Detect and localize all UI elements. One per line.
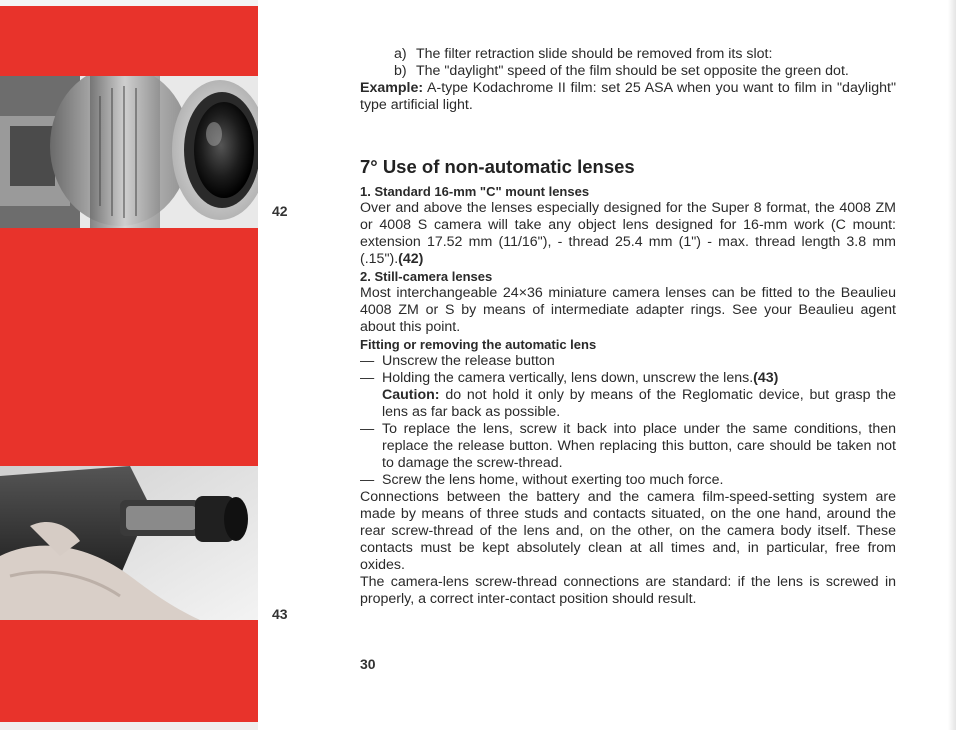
list-item-text: The "daylight" speed of the film should be set opposite the green dot. — [416, 63, 849, 79]
dash-marker: — — [360, 421, 375, 437]
section-title: 7° Use of non-automatic lenses — [360, 156, 635, 177]
fitting-step-1: Unscrew the release button — [382, 353, 555, 369]
figure-number-42: 42 — [272, 203, 288, 219]
figure-number-43: 43 — [272, 606, 288, 622]
list-item — [360, 46, 896, 63]
list-item-text: The filter retraction slide should be removed from its slot: — [416, 46, 773, 62]
page-edge-shadow — [948, 0, 956, 730]
photo-fig-43-hand-camera — [0, 466, 258, 620]
bottom-edge — [0, 722, 258, 730]
example-text: A-type Kodachrome II film: set 25 ASA when you want to film in "daylight" type artificial light. — [360, 80, 896, 113]
connections-paragraph: Connections between the battery and the camera film-speed-setting system are made by means of three studs and contacts situated, on the one hand, around the rear screw-thread of the lens and, on the other, on the camera body itself. These contacts must be kept absolutely clean at all times and, in particular, free from oxides. — [360, 489, 896, 573]
example-paragraph — [360, 80, 896, 114]
caution-text: do not hold it only by means of the Reglomatic device, but grasp the lens as far back as possible. — [382, 387, 896, 420]
fitting-title: Fitting or removing the automatic lens — [360, 337, 597, 352]
list-item — [360, 370, 896, 421]
list-item — [360, 353, 896, 370]
dash-marker: — — [360, 353, 375, 369]
main-text-column — [360, 46, 896, 608]
fitting-step-2-text: Holding the camera vertically, lens down, unscrew the lens. — [382, 370, 754, 386]
list-item — [360, 421, 896, 472]
fitting-step-2 — [382, 370, 896, 421]
dash-marker: — — [360, 370, 375, 386]
filter-instructions — [360, 46, 896, 80]
list-item — [360, 472, 896, 489]
subsection-1-body: Over and above the lenses especially designed for the Super 8 format, the 4008 ZM or 4008 S camera will take any object lens designed for 16-mm work (C mount: extension 17.52 mm (11/16"), - thread 25.4 mm (1") - max. thread length 3.8 mm (.15"). — [360, 200, 896, 267]
figure-ref-43: (43) — [753, 370, 779, 386]
caution-label: Caution: — [382, 387, 440, 403]
subsection-2-text: Most interchangeable 24×36 miniature camera lenses can be fitted to the Beaulieu 4008 ZM or S by means of intermediate adapter rings. See your Beaulieu agent about this point. — [360, 285, 896, 335]
photo-fig-42-lens — [0, 76, 258, 228]
top-edge — [0, 0, 258, 6]
subsection-2-title: 2. Still-camera lenses — [360, 269, 493, 284]
page-number: 30 — [360, 656, 376, 672]
figure-ref-42: (42) — [398, 251, 424, 267]
list-item-key: b) — [394, 63, 407, 79]
thread-paragraph: The camera-lens screw-thread connections are standard: if the lens is screwed in properly, a correct inter-contact position should result. — [360, 574, 896, 607]
example-label: Example: — [360, 80, 424, 96]
list-item-key: a) — [394, 46, 407, 62]
fitting-step-3: To replace the lens, screw it back into place under the same conditions, then replace the release button. When replacing this button, care should be taken not to damage the screw-thread. — [382, 421, 896, 471]
fitting-step-4: Screw the lens home, without exerting too much force. — [382, 472, 724, 488]
subsection-1-text — [360, 200, 896, 268]
list-item — [360, 63, 896, 80]
subsection-1-title: 1. Standard 16-mm "C" mount lenses — [360, 184, 590, 199]
dash-marker: — — [360, 472, 375, 488]
